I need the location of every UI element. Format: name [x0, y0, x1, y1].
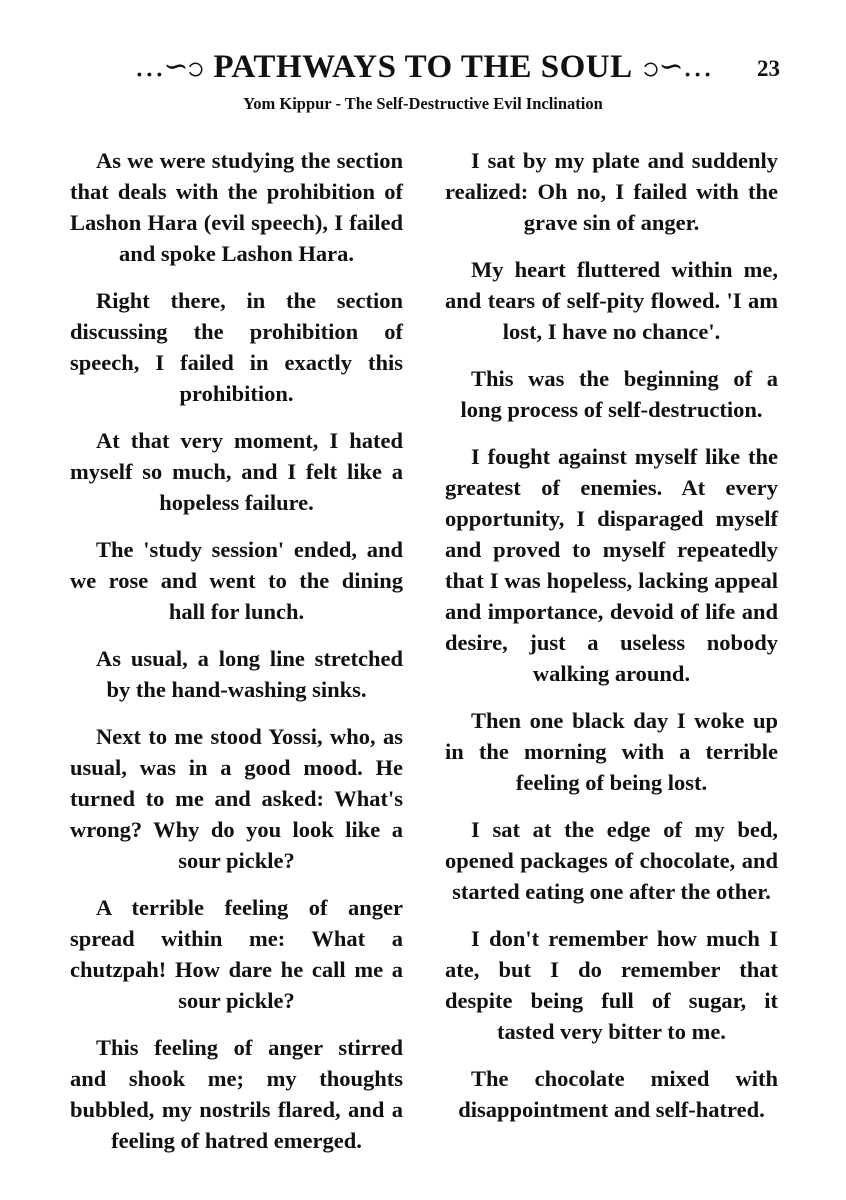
paragraph: A terrible feeling of anger spread within me: What a chutzpah! How dare he call me a sour pickle?: [70, 895, 403, 1013]
text-columns: [70, 145, 778, 1172]
paragraph: At that very moment, I hated myself so much, and I felt like a hopeless failure.: [70, 428, 403, 515]
page-number: 23: [757, 56, 780, 81]
paragraph: Then one black day I woke up in the morning with a terrible feeling of being lost.: [445, 708, 778, 795]
paragraph: As we were studying the section that deals with the prohibition of Lashon Hara (evil speech), I failed and spoke Lashon Hara.: [70, 148, 403, 266]
paragraph: I sat by my plate and suddenly realized: Oh no, I failed with the grave sin of anger.: [445, 148, 778, 235]
right-flourish-ornament: ၥ∽…: [642, 49, 712, 84]
paragraph: This feeling of anger stirred and shook me; my thoughts bubbled, my nostrils flared, and a feeling of hatred emerged.: [70, 1035, 403, 1153]
title-row: [0, 42, 846, 92]
left-flourish-ornament: …∽ၥ: [134, 49, 204, 84]
paragraph: I don't remember how much I ate, but I do remember that despite being full of sugar, it tasted very bitter to me.: [445, 926, 778, 1044]
paragraph: This was the beginning of a long process of self-destruction.: [460, 366, 778, 422]
paragraph: As usual, a long line stretched by the hand-washing sinks.: [96, 646, 403, 702]
paragraph: I fought against myself like the greatest of enemies. At every opportunity, I disparaged myself and proved to myself repeatedly that I was hopeless, lacking appeal and importance, devoid of life and desire, just a useless nobody walking around.: [445, 444, 778, 686]
left-column: [70, 145, 403, 1172]
paragraph: I sat at the edge of my bed, opened packages of chocolate, and started eating one after the other.: [445, 817, 778, 904]
running-header: [0, 42, 846, 114]
paragraph: The 'study session' ended, and we rose and went to the dining hall for lunch.: [70, 537, 403, 624]
paragraph: My heart fluttered within me, and tears of self-pity flowed. 'I am lost, I have no chance'.: [445, 257, 778, 344]
book-title: PATHWAYS TO THE SOUL: [213, 48, 633, 85]
paragraph: The chocolate mixed with disappointment and self-hatred.: [458, 1066, 778, 1122]
paragraph: Right there, in the section discussing the prohibition of speech, I failed in exactly this prohibition.: [70, 288, 403, 406]
paragraph: Next to me stood Yossi, who, as usual, was in a good mood. He turned to me and asked: What's wrong? Why do you look like a sour pickle?: [70, 724, 403, 873]
chapter-subtitle: Yom Kippur - The Self-Destructive Evil Inclination: [243, 94, 603, 113]
right-column: [445, 145, 778, 1172]
